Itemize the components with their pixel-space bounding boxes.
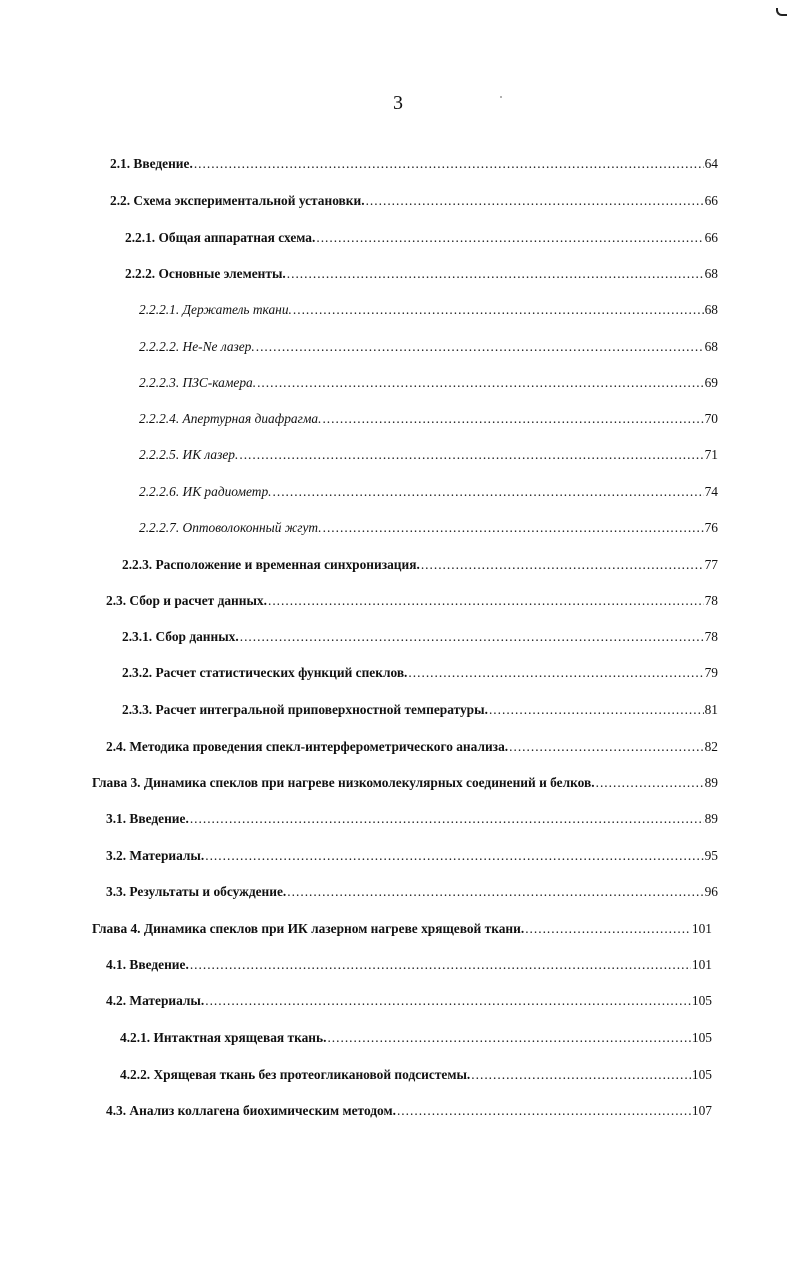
toc-entry: [122, 664, 718, 682]
toc-entry-page: 68: [704, 339, 718, 354]
toc-dot-leader: [525, 920, 691, 938]
toc-entry-page: 79: [704, 665, 718, 680]
toc-entry-page: 78: [704, 629, 718, 644]
toc-dot-leader: [194, 155, 704, 173]
toc-dot-leader: [240, 628, 704, 646]
toc-entry: [106, 810, 718, 828]
toc-dot-leader: [205, 847, 703, 865]
toc-entry-title: 3.2. Материалы.: [106, 848, 205, 863]
toc-dot-leader: [489, 701, 704, 719]
toc-entry-page: 95: [704, 848, 718, 863]
toc-entry-title: 4.1. Введение.: [106, 957, 189, 972]
toc-dot-leader: [293, 301, 704, 319]
toc-entry-title: 4.3. Анализ коллагена биохимическим методом.: [106, 1103, 396, 1118]
toc-entry-page: 105: [691, 1067, 712, 1082]
toc-dot-leader: [397, 1102, 691, 1120]
toc-entry: [106, 992, 712, 1010]
toc-entry-page: 78: [704, 593, 718, 608]
toc-dot-leader: [190, 956, 691, 974]
toc-entry: [106, 956, 712, 974]
page-number: 3: [393, 92, 403, 114]
toc-entry: [110, 192, 718, 210]
toc-entry-title: 2.2.2.1. Держатель ткани.: [139, 302, 292, 317]
toc-dot-leader: [268, 592, 704, 610]
toc-entry-title: 4.2.1. Интактная хрящевая ткань.: [120, 1030, 327, 1045]
toc-dot-leader: [408, 664, 703, 682]
toc-entry-page: 69: [704, 375, 718, 390]
toc-entry: [139, 483, 718, 501]
toc-entry-page: 71: [704, 447, 718, 462]
toc-entry-page: 105: [691, 993, 712, 1008]
toc-dot-leader: [366, 192, 704, 210]
toc-entry: [125, 265, 718, 283]
toc-dot-leader: [509, 738, 703, 756]
toc-entry-title: 2.2.2.4. Апертурная диафрагма.: [139, 411, 322, 426]
toc-entry: [92, 920, 712, 938]
toc-entry: [110, 155, 718, 173]
toc-entry-page: 68: [704, 266, 718, 281]
toc-entry-page: 105: [691, 1030, 712, 1045]
toc-entry-title: 2.2.2.7. Оптоволоконный жгут.: [139, 520, 322, 535]
toc-entry-title: 2.2.1. Общая аппаратная схема.: [125, 230, 316, 245]
toc-entry: [139, 410, 718, 428]
toc-entry: [120, 1066, 712, 1084]
toc-entry: [92, 774, 718, 792]
toc-entry-page: 82: [704, 739, 718, 754]
toc-entry-title: 2.3.2. Расчет статистических функций спеклов.: [122, 665, 408, 680]
toc-entry-title: 2.2.3. Расположение и временная синхронизация.: [122, 557, 420, 572]
toc-entry: [139, 338, 718, 356]
toc-entry: [139, 446, 718, 464]
toc-entry-page: 66: [704, 193, 718, 208]
toc-entry-page: 101: [691, 921, 712, 936]
toc-entry-page: 89: [704, 775, 718, 790]
toc-dot-leader: [323, 519, 704, 537]
toc-entry-page: 89: [704, 811, 718, 826]
toc-entry: [106, 1102, 712, 1120]
toc-dot-leader: [239, 446, 703, 464]
toc-entry: [120, 1029, 712, 1047]
toc-entry-title: 2.2.2.2. He-Ne лазер.: [139, 339, 255, 354]
toc-dot-leader: [205, 992, 691, 1010]
toc-entry-title: 2.2.2.5. ИК лазер.: [139, 447, 239, 462]
toc-entry-title: 2.4. Методика проведения спекл-интерферометрического анализа.: [106, 739, 509, 754]
toc-dot-leader: [256, 338, 704, 356]
toc-dot-leader: [322, 410, 703, 428]
toc-entry-title: 4.2.2. Хрящевая ткань без протеогликановой подсистемы.: [120, 1067, 471, 1082]
toc-entry-title: 3.1. Введение.: [106, 811, 189, 826]
toc-entry-page: 81: [704, 702, 718, 717]
toc-dot-leader: [257, 374, 704, 392]
toc-entry: [139, 301, 718, 319]
toc-entry: [106, 847, 718, 865]
toc-entry: [125, 229, 718, 247]
toc-entry: [122, 628, 718, 646]
toc-entry-title: 2.2. Схема экспериментальной установки.: [110, 193, 365, 208]
corner-scan-mark: [776, 8, 787, 16]
toc-entry-page: 76: [704, 520, 718, 535]
toc-dot-leader: [287, 265, 704, 283]
toc-entry-page: 74: [704, 484, 718, 499]
toc-entry: [122, 556, 718, 574]
toc-entry-title: 2.3. Сбор и расчет данных.: [106, 593, 267, 608]
toc-entry-title: 3.3. Результаты и обсуждение.: [106, 884, 287, 899]
toc-entry: [106, 738, 718, 756]
toc-entry-page: 70: [704, 411, 718, 426]
toc-entry: [122, 701, 718, 719]
toc-entry-title: 2.3.1. Сбор данных.: [122, 629, 239, 644]
toc-entry-page: 107: [691, 1103, 712, 1118]
toc-dot-leader: [471, 1066, 691, 1084]
toc-entry-page: 77: [704, 557, 718, 572]
toc-entry-page: 96: [704, 884, 718, 899]
toc-entry-page: 64: [704, 156, 718, 171]
toc-entry-title: Глава 4. Динамика спеклов при ИК лазерном нагреве хрящевой ткани.: [92, 921, 525, 936]
toc-entry-page: 66: [704, 230, 718, 245]
toc-entry-title: 4.2. Материалы.: [106, 993, 205, 1008]
toc-dot-leader: [421, 556, 704, 574]
toc-entry: [106, 883, 718, 901]
toc-entry-title: 2.2.2.6. ИК радиометр.: [139, 484, 272, 499]
toc-dot-leader: [287, 883, 703, 901]
toc-entry-title: 2.2.2. Основные элементы.: [125, 266, 286, 281]
toc-entry-title: 2.1. Введение.: [110, 156, 193, 171]
toc-entry: [139, 519, 718, 537]
toc-dot-leader: [316, 229, 703, 247]
toc-entry-title: 2.3.3. Расчет интегральной приповерхностной температуры.: [122, 702, 488, 717]
toc-entry-page: 101: [691, 957, 712, 972]
toc-entry-title: Глава 3. Динамика спеклов при нагреве низкомолекулярных соединений и белков.: [92, 775, 595, 790]
toc-dot-leader: [596, 774, 704, 792]
toc-entry: [139, 374, 718, 392]
toc-dot-leader: [190, 810, 704, 828]
toc-entry-page: 68: [704, 302, 718, 317]
toc-entry-title: 2.2.2.3. ПЗС-камера.: [139, 375, 257, 390]
toc-dot-leader: [327, 1029, 690, 1047]
toc-entry: [106, 592, 718, 610]
toc-dot-leader: [273, 483, 704, 501]
